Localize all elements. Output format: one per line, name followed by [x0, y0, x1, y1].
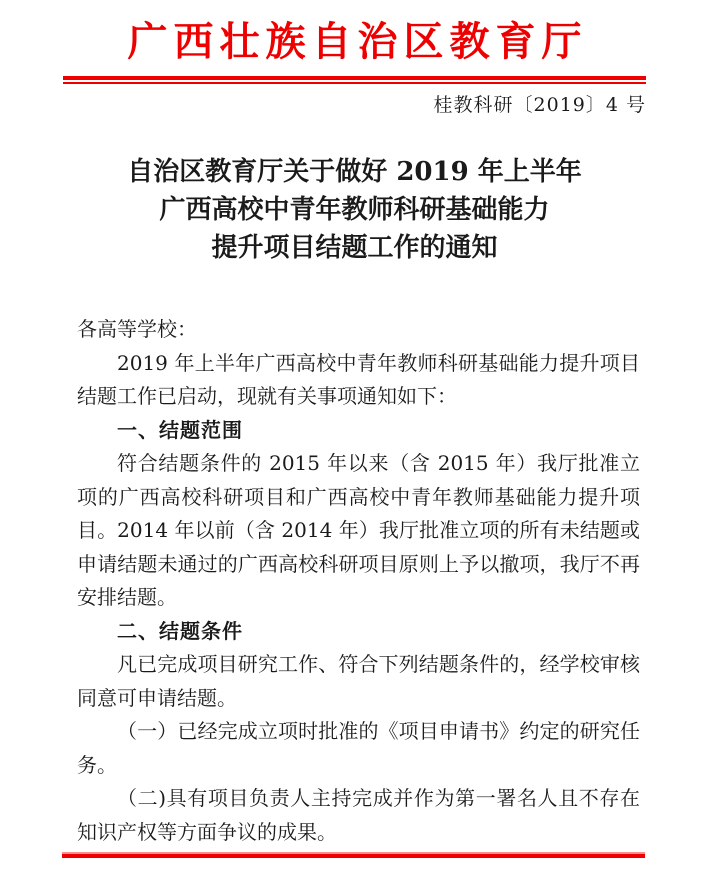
title-line-2: 广西高校中青年教师科研基础能力: [159, 195, 550, 225]
condition-item-1: （一）已经完成立项时批准的《项目申请书》约定的研究任务。: [77, 719, 640, 777]
salutation: 各高等学校：: [77, 317, 197, 341]
intro-paragraph: 2019 年上半年广西高校中青年教师科研基础能力提升项目结题工作已启动，现就有关事项通知如下：: [77, 350, 640, 408]
document-body: [63, 313, 646, 849]
section-1-heading: 一、结题范围: [117, 417, 243, 442]
document-number: 桂教科研〔2019〕4 号: [433, 94, 646, 116]
letterhead-double-rule: [63, 76, 646, 84]
letterhead: [63, 20, 646, 117]
condition-item-2: （二)具有项目负责人主持完成并作为第一署名人且不存在知识产权等方面争议的成果。: [77, 786, 640, 844]
section-2-paragraph: 凡已完成项目研究工作、符合下列结题条件的，经学校审核同意可申请结题。: [77, 652, 640, 710]
agency-name: 广西壮族自治区教育厅: [127, 18, 588, 65]
document-title: [63, 153, 646, 267]
section-2-heading: 二、结题条件: [117, 618, 243, 643]
footer-rule: [62, 852, 645, 858]
title-line-3: 提升项目结题工作的通知: [211, 233, 498, 263]
title-line-1: 自治区教育厅关于做好 2019 年上半年: [127, 157, 582, 187]
section-1-paragraph: 符合结题条件的 2015 年以来（含 2015 年）我厅批准立项的广西高校科研项目和广西高校中青年教师基础能力提升项目。2014 年以前（含 2014 年）我厅批准立项的所有未结题或申请结题未通过的广西高校科研项目原则上予以撤项，我厅不再安排结题。: [77, 451, 640, 609]
